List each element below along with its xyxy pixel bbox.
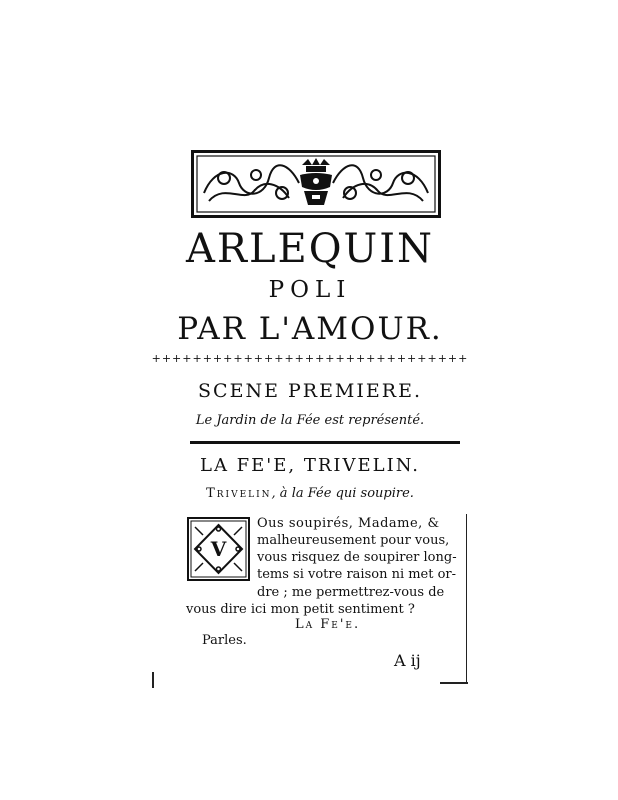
next-speaker: La Fe'e. [295, 617, 361, 632]
play-title-line-3: PAR L'AMOUR. [177, 311, 443, 347]
margin-rule [466, 514, 467, 684]
stage-direction: , à la Fée qui soupire. [271, 486, 414, 501]
dialogue-line-6: vous dire ici mon petit sentiment ? [186, 602, 415, 617]
dialogue-line-5: dre ; me permettrez-vous de [257, 585, 445, 600]
ornament-vine-icon [194, 153, 438, 215]
dialogue-line-4: tems si votre raison ni met or- [257, 567, 457, 582]
corner-rule [440, 682, 468, 684]
margin-mark [152, 672, 154, 688]
speaker-name: Trivelin [206, 486, 272, 501]
dialogue-line-1: Ous soupirés, Madame, & [257, 516, 440, 531]
signature-mark: A ij [394, 651, 421, 670]
dropcap-ornament [187, 517, 250, 581]
horizontal-rule [190, 441, 460, 444]
scene-heading: SCENE PREMIERE. [198, 380, 422, 402]
engraved-ornament-header [191, 150, 441, 218]
speaker-line [150, 486, 470, 501]
scene-description: Le Jardin de la Fée est représenté. [195, 413, 425, 428]
dialogue-line-3: vous risquez de soupirer long- [257, 550, 457, 565]
play-title-line-1: ARLEQUIN [185, 226, 435, 272]
play-title-line-2: POLI [268, 277, 352, 303]
reply-line: Parles. [202, 633, 247, 648]
dialogue-line-2: malheureusement pour vous, [257, 533, 450, 548]
cross-divider: +++++++++++++++++++++++++++++++ [151, 352, 469, 365]
character-list: LA FE'E, TRIVELIN. [199, 455, 421, 476]
dropcap-letter: V [210, 537, 227, 561]
